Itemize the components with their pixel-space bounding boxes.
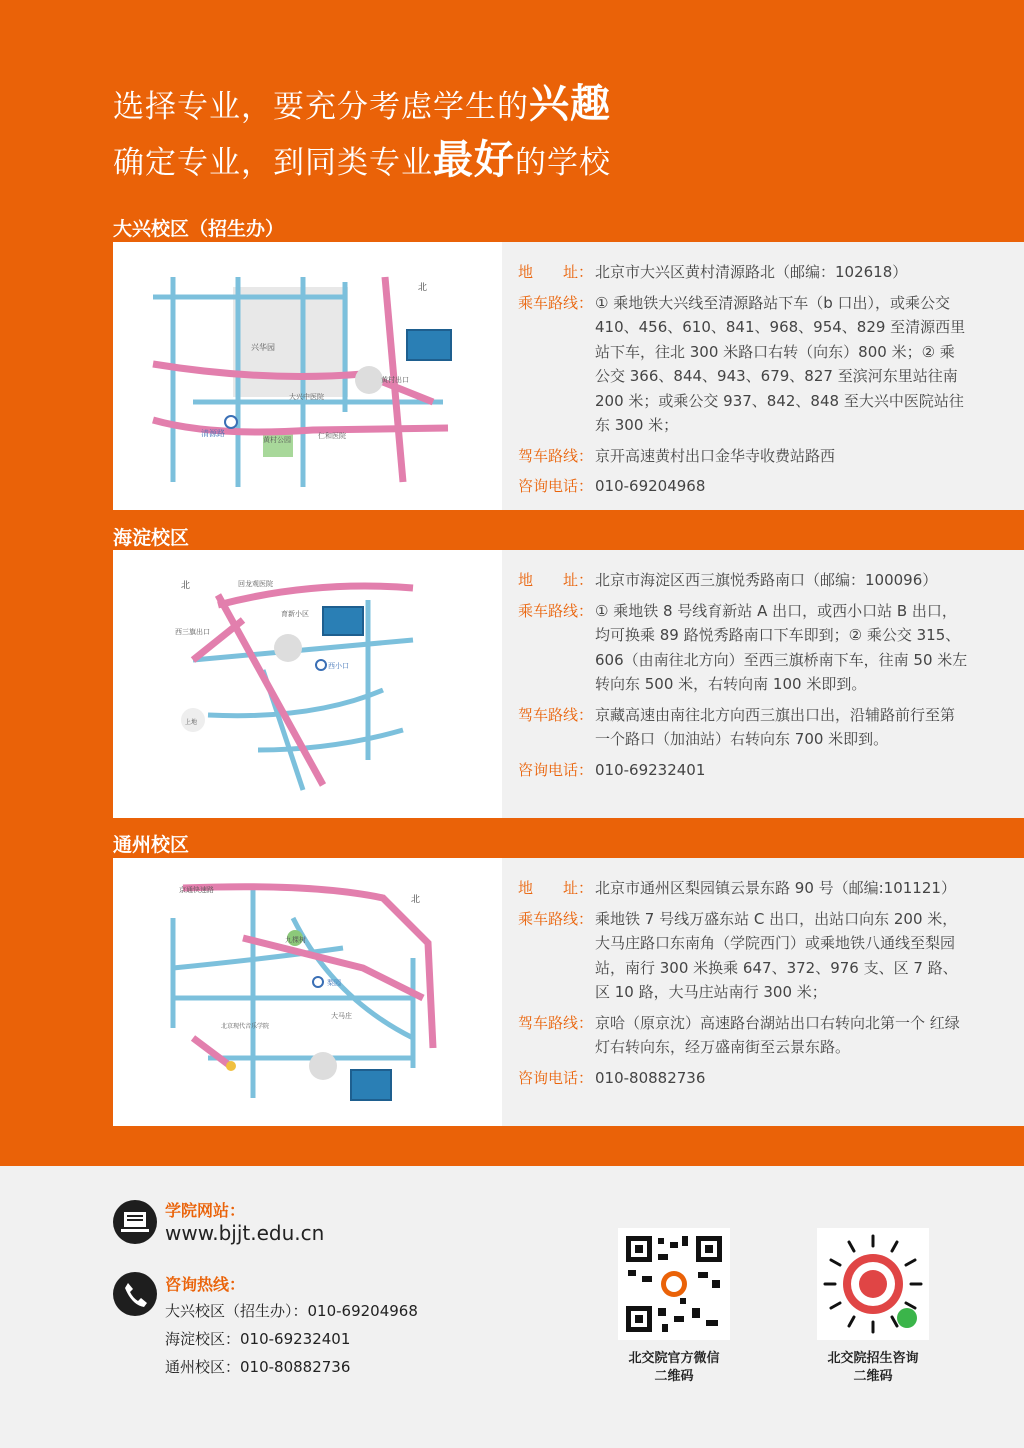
svg-text:上地: 上地	[185, 719, 198, 726]
mini-program-qr-code	[817, 1228, 929, 1340]
daxing-map-graphic	[113, 242, 502, 510]
svg-text:西小口: 西小口	[328, 662, 349, 670]
svg-text:北: 北	[411, 895, 421, 905]
svg-text:回龙观医院: 回龙观医院	[238, 580, 273, 588]
daxing-drive: 京开高速黄村出口金华寺收费站路西	[595, 446, 836, 465]
haidian-info: 地 址： 北京市海淀区西三旗悦秀路南口（邮编：100096） 乘车路线： ① 乘地铁 8 号线育新站 A 出口，或西小口站 B 出口，均可换乘 89 路悦秀路南口下车即到；② 乘公交 315、606（由南往北方向）至西三旗桥南下车，往南 50 米左转向东 500 米，右转向南 100 米即到。 驾车路线： 京藏高速由南往北方向西三旗出口出，沿辅路前行至第一个路口（加油站）右转向东 700 米即到。 咨询电话： 010-69232401	[518, 568, 968, 788]
mini-program-qr-caption: 北交院招生咨询 二维码	[827, 1351, 919, 1384]
wechat-qr-code	[618, 1228, 730, 1340]
hotline-haidian: 海淀校区：010-69232401	[165, 1330, 351, 1348]
campus-card-daxing	[113, 242, 1024, 510]
svg-text:黄村公园: 黄村公园	[263, 436, 291, 444]
svg-text:育新小区: 育新小区	[281, 610, 309, 618]
svg-text:北: 北	[181, 581, 191, 591]
haidian-phone: 010-69232401	[595, 760, 706, 779]
hotline-label: 咨询热线：	[165, 1275, 246, 1294]
svg-text:清源路: 清源路	[201, 429, 225, 438]
svg-text:大兴中医院: 大兴中医院	[289, 393, 324, 401]
svg-text:北京现代音乐学院: 北京现代音乐学院	[221, 1023, 270, 1030]
wechat-qr-caption: 北交院官方微信 二维码	[628, 1351, 720, 1384]
haidian-drive: 京藏高速由南往北方向西三旗出口出，沿辅路前行至第一个路口（加油站）右转向东 700 米即到。	[595, 705, 956, 748]
daxing-info: 地 址： 北京市大兴区黄村清源路北（邮编：102618） 乘车路线： ① 乘地铁大兴线至清源路站下车（b 口出），或乘公交 410、456、610、841、968、954、829 至清源西里站下车，往北 300 米路口右转（向东）800 米；② 乘公交 366、844、943、679、827 至滨河东里站往南 200 米；或乘公交 937、842、848 至大兴中医院站往东 300 米； 驾车路线： 京开高速黄村出口金华寺收费站路西 咨询电话： 010-69204968	[518, 260, 968, 505]
daxing-map	[113, 242, 502, 510]
tongzhou-info: 地 址： 北京市通州区梨园镇云景东路 90 号（邮编:101121） 乘车路线： 乘地铁 7 号线万盛东站 C 出口，出站口向东 200 米，大马庄路口东南角（学院西门）或乘地铁八通线至梨园站，南行 300 米换乘 647、372、976 支、区 7 路、区 10 路，大马庄站南行 300 米； 驾车路线： 京哈（原京沈）高速路台湖站出口右转向北第一个 红绿灯右转向东，经万盛南街至云景东路。 咨询电话： 010-80882736	[518, 876, 968, 1096]
hotline-daxing: 大兴校区（招生办）：010-69204968	[165, 1302, 418, 1320]
tongzhou-map-graphic	[113, 858, 502, 1126]
map-north-label: 北	[418, 283, 428, 293]
laptop-icon	[113, 1200, 157, 1244]
phone-icon	[113, 1272, 157, 1316]
daxing-transit: ① 乘地铁大兴线至清源路站下车（b 口出），或乘公交 410、456、610、841、968、954、829 至清源西里站下车，往北 300 米路口右转（向东）800 米；② 乘公交 366、844、943、679、827 至滨河东里站往南 200 米；或乘公交 937、842、848 至大兴中医院站往东 300 米；	[595, 293, 966, 434]
svg-text:仁和医院: 仁和医院	[318, 432, 346, 440]
svg-text:大马庄: 大马庄	[331, 1012, 352, 1020]
headline-line-1: 选择专业，要充分考虑学生的兴趣	[113, 81, 611, 127]
tongzhou-address: 北京市通州区梨园镇云景东路 90 号（邮编:101121）	[595, 879, 956, 897]
tongzhou-map	[113, 858, 502, 1126]
svg-text:兴华园: 兴华园	[251, 343, 275, 352]
campus-card-haidian	[113, 550, 1024, 818]
campus-title-daxing: 大兴校区（招生办）	[113, 218, 285, 240]
campus-card-tongzhou	[113, 858, 1024, 1126]
tongzhou-drive: 京哈（原京沈）高速路台湖站出口右转向北第一个 红绿灯右转向东，经万盛南街至云景东路。	[595, 1013, 960, 1056]
website-link[interactable]: www.bjjt.edu.cn	[165, 1221, 325, 1245]
daxing-address: 北京市大兴区黄村清源路北（邮编：102618）	[595, 263, 908, 281]
svg-text:黄村出口: 黄村出口	[381, 376, 409, 384]
svg-text:梨园: 梨园	[327, 979, 341, 987]
haidian-transit: ① 乘地铁 8 号线育新站 A 出口，或西小口站 B 出口，均可换乘 89 路悦秀路南口下车即到；② 乘公交 315、606（由南往北方向）至西三旗桥南下车，往南 50 米左转向东 500 米，右转向南 100 米即到。	[595, 601, 968, 693]
campus-title-haidian: 海淀校区	[113, 527, 190, 549]
haidian-map-graphic	[113, 550, 502, 818]
website-label: 学院网站：	[165, 1201, 246, 1220]
tongzhou-transit: 乘地铁 7 号线万盛东站 C 出口，出站口向东 200 米，大马庄路口东南角（学院西门）或乘地铁八通线至梨园站，南行 300 米换乘 647、372、976 支、区 7 路、区 10 路，大马庄站南行 300 米；	[595, 909, 958, 1001]
svg-text:九棵树: 九棵树	[285, 936, 306, 944]
tongzhou-phone: 010-80882736	[595, 1068, 706, 1087]
svg-text:西三旗出口: 西三旗出口	[175, 628, 210, 636]
haidian-address: 北京市海淀区西三旗悦秀路南口（邮编：100096）	[595, 571, 938, 589]
daxing-phone: 010-69204968	[595, 477, 706, 495]
headline-line-2: 确定专业，到同类专业最好的学校	[113, 137, 611, 183]
haidian-map	[113, 550, 502, 818]
svg-text:京通快速路: 京通快速路	[179, 886, 214, 894]
hotline-tongzhou: 通州校区：010-80882736	[165, 1358, 351, 1376]
campus-title-tongzhou: 通州校区	[113, 834, 190, 856]
